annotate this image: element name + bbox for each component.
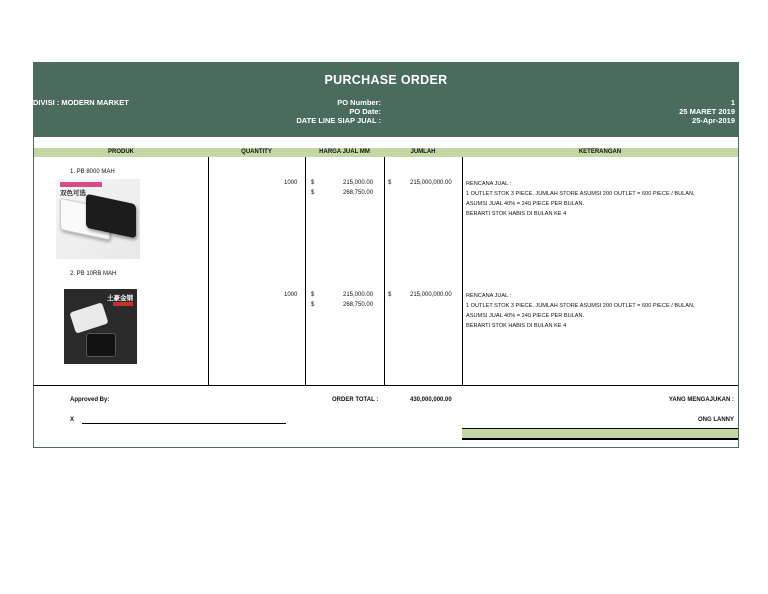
po-header: [34, 63, 738, 137]
divisi-label: DIVISI : MODERN MARKET: [33, 98, 129, 107]
table-bottom-border: [34, 385, 738, 386]
price-cell: 215,000.00: [343, 180, 374, 186]
column-divider: [305, 157, 306, 385]
product-image-powerbank-10rb: [64, 289, 137, 364]
col-jumlah: JUMLAH: [410, 149, 436, 155]
keterangan-cell: [466, 291, 736, 331]
powerbank-white-shape: [69, 302, 108, 333]
order-total-value: 430,000,000.00: [410, 397, 452, 403]
signature-line: [82, 423, 286, 424]
powerbank-black-shape: [86, 333, 116, 357]
po-date-value: 25 MARET 2019: [679, 107, 735, 116]
keterangan-line: ASUMSI JUAL 40% = 240 PIECE PER BULAN.: [466, 313, 585, 319]
jumlah-cell: 215,000,000.00: [410, 180, 452, 186]
price-cell: 215,000.00: [343, 292, 374, 298]
currency-symbol: $: [311, 190, 315, 196]
product-name: 1. PB 8000 MAH: [70, 169, 115, 175]
po-number-value: 1: [730, 98, 735, 107]
currency-symbol: $: [388, 180, 392, 186]
approved-by-label: Approved By:: [70, 397, 110, 403]
column-divider: [384, 157, 385, 385]
price-cell: 268,750.00: [343, 190, 374, 196]
po-date-label: PO Date:: [349, 107, 381, 116]
quantity-cell: 1000: [284, 292, 298, 298]
keterangan-cell: [466, 179, 736, 219]
image-brand-text: 土豪金钢: [107, 295, 133, 302]
currency-symbol: $: [388, 292, 392, 298]
product-name: 2. PB 10RB MAH: [70, 271, 117, 277]
column-header-row: [34, 148, 738, 157]
col-produk: PRODUK: [107, 149, 134, 155]
deadline-label: DATE LINE SIAP JUAL :: [296, 116, 381, 125]
po-labels: [296, 98, 381, 125]
purchase-order-sheet: [33, 62, 739, 448]
col-keterangan: KETERANGAN: [578, 149, 622, 155]
product-image-powerbank-8000: [56, 179, 140, 259]
keterangan-line: 1 OUTLET STOK 3 PIECE. JUMLAH STORE ASUMSI 200 OUTLET = 600 PIECE / BULAN.: [466, 303, 695, 309]
column-divider: [462, 157, 463, 385]
quantity-cell: 1000: [284, 180, 298, 186]
image-brand-text: 双色可选: [60, 190, 86, 197]
jumlah-cell: 215,000,000.00: [410, 292, 452, 298]
currency-symbol: $: [311, 292, 315, 298]
keterangan-line: RENCANA JUAL :: [466, 293, 512, 299]
order-total-label: ORDER TOTAL :: [332, 397, 379, 403]
keterangan-line: BERARTI STOK HABIS DI BULAN KE 4: [466, 323, 567, 329]
po-number-label: PO Number:: [337, 98, 381, 107]
column-divider: [208, 157, 209, 385]
image-banner: [60, 182, 102, 187]
currency-symbol: $: [311, 302, 315, 308]
price-cell: 268,750.00: [343, 302, 374, 308]
keterangan-line: 1 OUTLET STOK 3 PIECE. JUMLAH STORE ASUMSI 200 OUTLET = 600 PIECE / BULAN.: [466, 191, 695, 197]
col-harga: HARGA JUAL MM: [319, 149, 370, 155]
col-quantity: QUANTITY: [241, 149, 272, 155]
currency-symbol: $: [311, 180, 315, 186]
po-values: [679, 98, 735, 125]
yang-mengajukan-label: YANG MENGAJUKAN :: [668, 397, 734, 403]
keterangan-line: BERARTI STOK HABIS DI BULAN KE 4: [466, 211, 567, 217]
deadline-value: 25-Apr-2019: [692, 116, 735, 125]
page-title: PURCHASE ORDER: [324, 73, 448, 87]
signature-x: X: [70, 417, 75, 423]
submitter-name: ONG LANNY: [698, 417, 734, 423]
signature-green-bar: [462, 428, 738, 440]
keterangan-line: ASUMSI JUAL 40% = 240 PIECE PER BULAN.: [466, 201, 585, 207]
keterangan-line: RENCANA JUAL :: [466, 181, 512, 187]
image-tag: [113, 302, 133, 306]
